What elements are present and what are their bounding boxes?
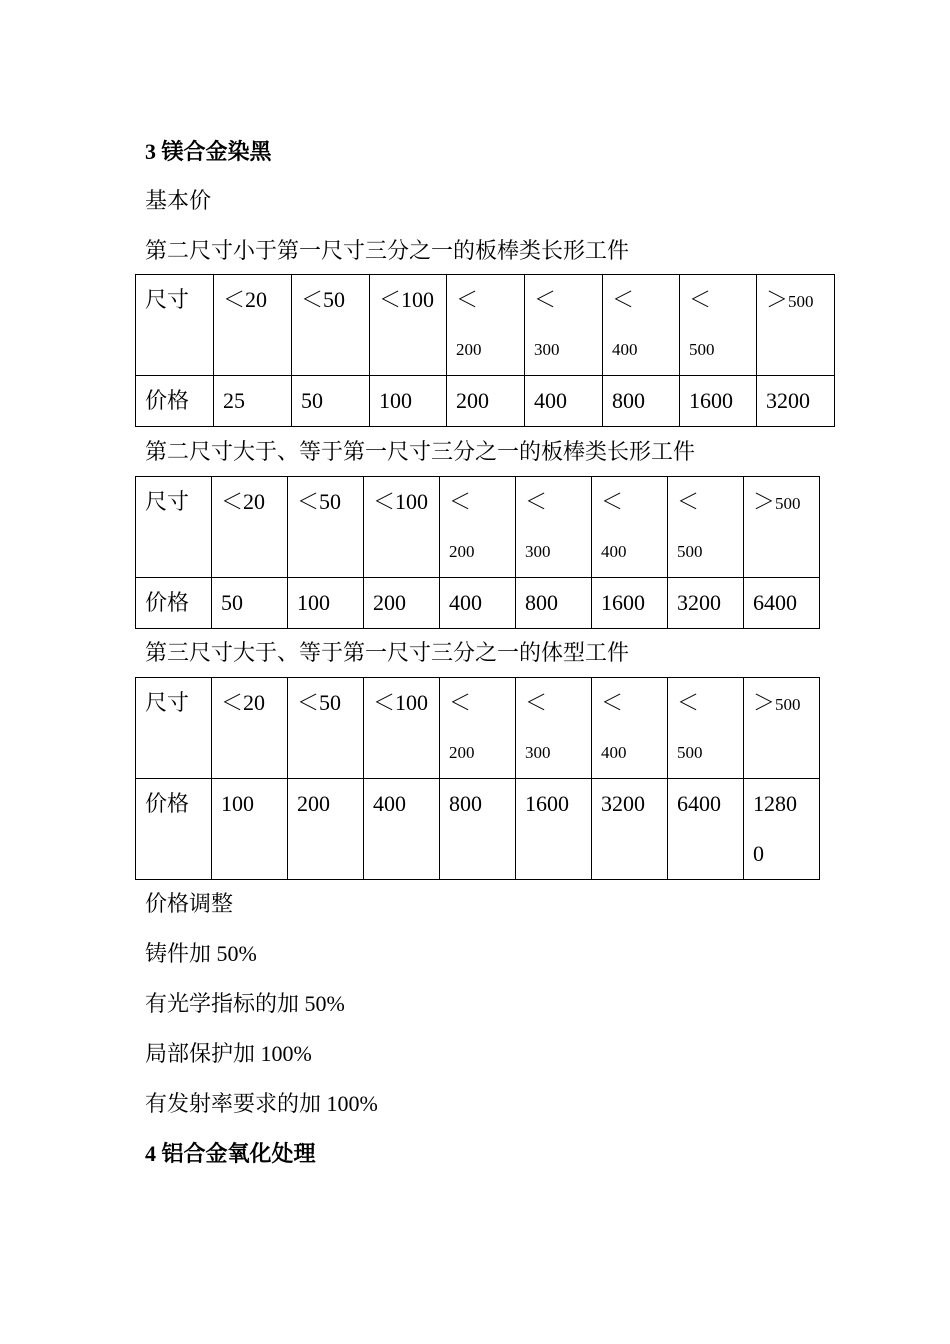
- price-cell: 800: [516, 578, 592, 629]
- adjustment-item: 有发射率要求的加 100%: [145, 1091, 378, 1116]
- price-cell: 1280 0: [744, 779, 820, 880]
- table-row: [136, 477, 820, 578]
- size-cell: ＜100: [364, 678, 440, 779]
- size-cell: ＞500: [757, 275, 835, 376]
- adjustment-item: 铸件加 50%: [145, 941, 257, 966]
- price-cell: 100: [212, 779, 288, 880]
- price-cell: 1600: [516, 779, 592, 880]
- size-cell: ＜ 300: [516, 477, 592, 578]
- price-table-2: [135, 476, 820, 629]
- size-cell: ＜ 200: [440, 678, 516, 779]
- section-heading-magnesium: 3 镁合金染黑: [145, 139, 272, 164]
- size-cell: ＜50: [288, 477, 364, 578]
- size-cell: ＞500: [744, 678, 820, 779]
- table-row: [136, 779, 820, 880]
- size-header-cell: 尺寸: [136, 678, 212, 779]
- size-cell: ＜ 200: [440, 477, 516, 578]
- size-cell: ＜ 400: [592, 678, 668, 779]
- price-header-cell: 价格: [136, 578, 212, 629]
- price-cell: 3200: [668, 578, 744, 629]
- size-cell: ＜ 300: [525, 275, 603, 376]
- price-cell: 100: [370, 376, 447, 427]
- size-cell: ＜20: [214, 275, 292, 376]
- price-header-cell: 价格: [136, 779, 212, 880]
- price-cell: 400: [440, 578, 516, 629]
- size-cell: ＜20: [212, 477, 288, 578]
- price-table-3: [135, 677, 820, 880]
- size-cell: ＜ 500: [668, 477, 744, 578]
- price-header-cell: 价格: [136, 376, 214, 427]
- price-table-1: [135, 274, 835, 427]
- price-cell: 6400: [668, 779, 744, 880]
- price-cell: 3200: [757, 376, 835, 427]
- size-cell: ＜ 400: [592, 477, 668, 578]
- size-cell: ＜ 400: [603, 275, 680, 376]
- price-cell: 800: [603, 376, 680, 427]
- size-cell: ＜ 300: [516, 678, 592, 779]
- table-row: [136, 678, 820, 779]
- table-row: [136, 376, 835, 427]
- basic-price-label: 基本价: [145, 188, 212, 213]
- price-cell: 200: [288, 779, 364, 880]
- price-cell: 6400: [744, 578, 820, 629]
- price-cell: 3200: [592, 779, 668, 880]
- price-cell: 50: [212, 578, 288, 629]
- section-heading-aluminum: 4 铝合金氧化处理: [145, 1141, 316, 1166]
- adjustment-item: 局部保护加 100%: [145, 1041, 312, 1066]
- adjustment-item: 有光学指标的加 50%: [145, 991, 345, 1016]
- table-row: [136, 578, 820, 629]
- price-cell: 200: [364, 578, 440, 629]
- price-adjustment-label: 价格调整: [145, 891, 234, 916]
- table-row: [136, 275, 835, 376]
- price-cell: 100: [288, 578, 364, 629]
- table-3-caption: 第三尺寸大于、等于第一尺寸三分之一的体型工件: [145, 640, 630, 665]
- size-cell: ＜ 500: [680, 275, 757, 376]
- size-cell: ＜ 200: [447, 275, 525, 376]
- price-cell: 25: [214, 376, 292, 427]
- price-cell: 1600: [592, 578, 668, 629]
- size-cell: ＜100: [364, 477, 440, 578]
- price-cell: 400: [364, 779, 440, 880]
- table-1-caption: 第二尺寸小于第一尺寸三分之一的板棒类长形工件: [145, 238, 630, 263]
- table-2-caption: 第二尺寸大于、等于第一尺寸三分之一的板棒类长形工件: [145, 439, 696, 464]
- price-cell: 800: [440, 779, 516, 880]
- price-cell: 1600: [680, 376, 757, 427]
- size-cell: ＜ 500: [668, 678, 744, 779]
- size-header-cell: 尺寸: [136, 477, 212, 578]
- price-cell: 50: [292, 376, 370, 427]
- size-cell: ＜100: [370, 275, 447, 376]
- size-cell: ＞500: [744, 477, 820, 578]
- size-cell: ＜50: [288, 678, 364, 779]
- price-cell: 200: [447, 376, 525, 427]
- size-cell: ＜50: [292, 275, 370, 376]
- price-cell: 400: [525, 376, 603, 427]
- size-cell: ＜20: [212, 678, 288, 779]
- size-header-cell: 尺寸: [136, 275, 214, 376]
